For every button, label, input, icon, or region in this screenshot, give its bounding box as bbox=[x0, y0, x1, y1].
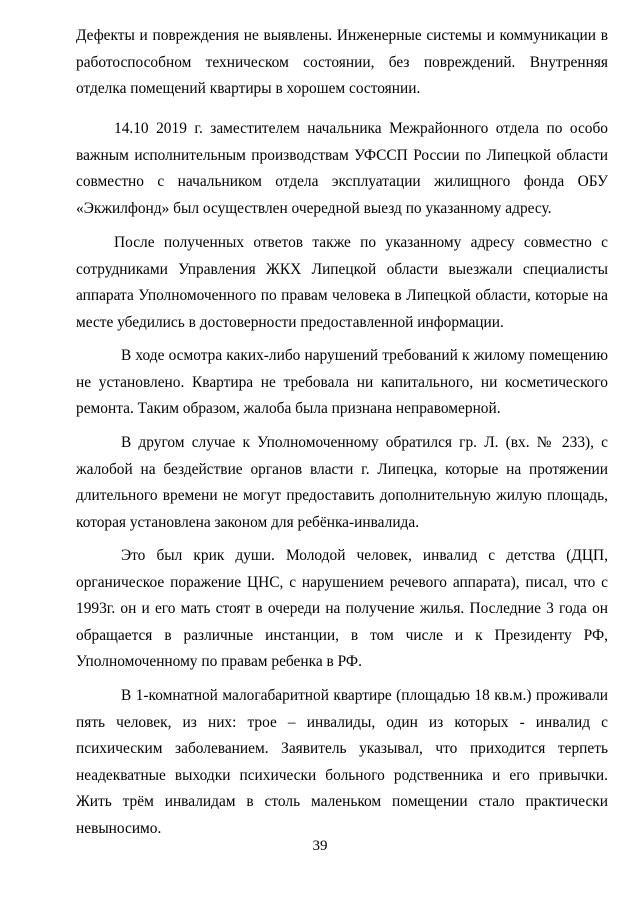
paragraph-another-case: В другом случае к Уполномоченному обратился гр. Л. (вх. № 233), с жалобой на бездействие органов власти г. Липецка, которые на протяжении длительного времени не могут предоставить дополнительную жилую площадь, которая установлена законом для ребёнка-инвалида. bbox=[76, 434, 608, 531]
page-number: 39 bbox=[312, 838, 328, 854]
paragraph-ombudsman-visit: После полученных ответов также по указанному адресу совместно с сотрудниками Управления ЖКХ Липецкой области выезжали специалисты аппарата Уполномоченного по правам человека в Липецкой области, которые на месте убедились в достоверности предоставленной информации. bbox=[76, 234, 608, 331]
paragraph-inspection-visit: 14.10 2019 г. заместителем начальника Межрайонного отдела по особо важным исполнительным производствам УФССП России по Липецкой области совместно с начальником отдела эксплуатации жилищного фонда ОБУ «Экжилфонд» был осуществлен очередной выезд по указанному адресу. bbox=[76, 120, 608, 217]
paragraph-applicant-story: Это был крик души. Молодой человек, инвалид с детства (ДЦП, органическое поражение ЦНС, с нарушением речевого аппарата), писал, что с 1993г. он и его мать стоят в очереди на получение жилья. Последние 3 года он обращается в различные инстанции, в том числе и к Президенту РФ, Уполномоченному по правам ребенка в РФ. bbox=[76, 547, 608, 671]
paragraph-complaint-unfounded: В ходе осмотра каких-либо нарушений требований к жилому помещению не установлено. Квартира не требовала ни капитального, ни косметического ремонта. Таким образом, жалоба была признана неправомерной. bbox=[76, 347, 608, 418]
paragraph-defects-none: Дефекты и повреждения не выявлены. Инженерные системы и коммуникации в работоспособном техническом состоянии, без повреждений. Внутренняя отделка помещений квартиры в хорошем состоянии. bbox=[76, 27, 608, 98]
paragraph-living-conditions: В 1-комнатной малогабаритной квартире (площадью 18 кв.м.) проживали пять человек, из них: трое – инвалиды, один из которых - инвалид с психическим заболеванием. Заявитель указывал, что приходится терпеть неадекватные выходки психически больного родственника и его привычки. Жить трём инвалидам в столь маленьком помещении стало практически невыносимо. bbox=[76, 687, 608, 837]
